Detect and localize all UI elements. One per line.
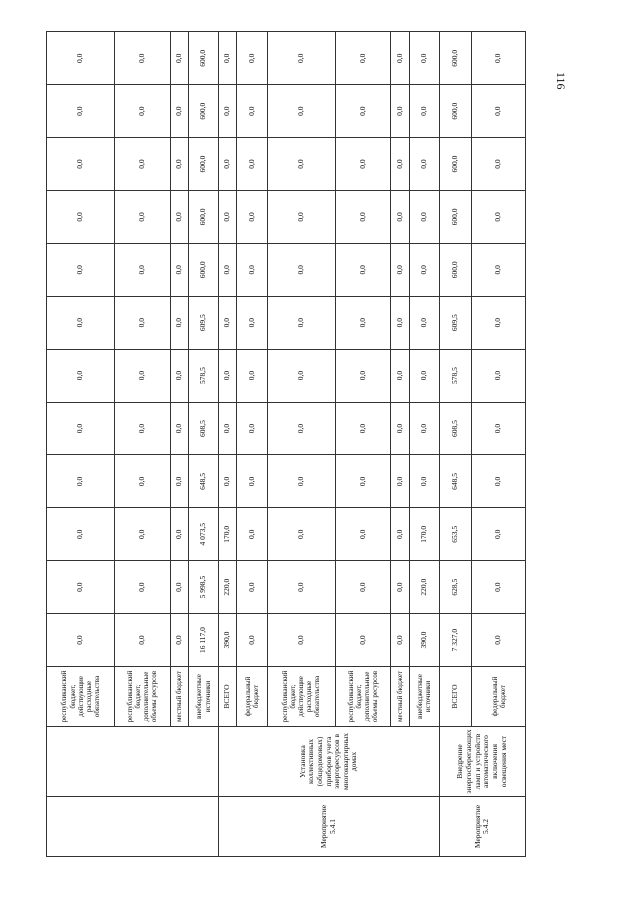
value-cell: 0,0: [472, 85, 526, 138]
value-cell: 600,0: [439, 85, 472, 138]
value-cell: 0,0: [391, 561, 409, 614]
value-cell: 0,0: [237, 402, 267, 455]
value-cell: 0,0: [267, 508, 335, 561]
value-cell: 0,0: [170, 296, 188, 349]
table-row: [219, 32, 237, 857]
value-cell: 0,0: [170, 508, 188, 561]
budget-table: [46, 31, 526, 857]
value-cell: 0,0: [219, 32, 237, 85]
table-row: [439, 32, 472, 857]
value-cell: 0,0: [335, 243, 390, 296]
funding-source-cell: внебюджетные источники: [409, 667, 439, 727]
value-cell: 0,0: [115, 190, 170, 243]
value-cell: 0,0: [335, 455, 390, 508]
value-cell: 648,5: [188, 455, 218, 508]
value-cell: 0,0: [47, 614, 115, 667]
value-cell: 0,0: [391, 349, 409, 402]
value-cell: 0,0: [267, 296, 335, 349]
value-cell: 0,0: [409, 190, 439, 243]
value-cell: 4 073,5: [188, 508, 218, 561]
value-cell: 0,0: [219, 243, 237, 296]
value-cell: 0,0: [335, 349, 390, 402]
value-cell: 600,0: [439, 32, 472, 85]
value-cell: 0,0: [170, 561, 188, 614]
value-cell: 0,0: [267, 455, 335, 508]
value-cell: 0,0: [115, 455, 170, 508]
value-cell: 0,0: [472, 32, 526, 85]
table-body: [47, 32, 526, 857]
value-cell: 0,0: [237, 296, 267, 349]
value-cell: 0,0: [472, 614, 526, 667]
value-cell: 0,0: [219, 190, 237, 243]
value-cell: 0,0: [335, 508, 390, 561]
funding-source-cell: республиканский бюджет, дополнительные объемы ресурсов: [115, 667, 170, 727]
value-cell: 170,0: [219, 508, 237, 561]
value-cell: 0,0: [115, 296, 170, 349]
value-cell: 5 998,5: [188, 561, 218, 614]
value-cell: 608,5: [439, 402, 472, 455]
value-cell: 609,5: [439, 296, 472, 349]
value-cell: 0,0: [170, 32, 188, 85]
value-cell: 390,0: [219, 614, 237, 667]
funding-source-cell: ВСЕГО: [439, 667, 472, 727]
value-cell: 0,0: [335, 138, 390, 191]
value-cell: 600,0: [188, 138, 218, 191]
value-cell: 653,5: [439, 508, 472, 561]
value-cell: 0,0: [47, 243, 115, 296]
value-cell: 0,0: [237, 614, 267, 667]
value-cell: 0,0: [237, 85, 267, 138]
value-cell: 0,0: [472, 243, 526, 296]
value-cell: 0,0: [237, 243, 267, 296]
budget-table-rotated: [46, 32, 526, 857]
value-cell: 0,0: [335, 85, 390, 138]
value-cell: 0,0: [267, 402, 335, 455]
value-cell: 0,0: [391, 85, 409, 138]
description-cell: Внедрение энергосберегающих ламп и устройств автоматического включения освещения мест: [439, 727, 525, 797]
value-cell: 0,0: [170, 402, 188, 455]
value-cell: 0,0: [391, 243, 409, 296]
page-number: 116: [554, 72, 568, 90]
value-cell: 0,0: [170, 455, 188, 508]
value-cell: 0,0: [391, 614, 409, 667]
value-cell: 0,0: [237, 190, 267, 243]
value-cell: 220,0: [219, 561, 237, 614]
funding-source-cell: республиканский бюджет, дополнительные объемы ресурсов: [335, 667, 390, 727]
value-cell: 0,0: [115, 349, 170, 402]
value-cell: 0,0: [170, 138, 188, 191]
value-cell: 0,0: [472, 190, 526, 243]
value-cell: 0,0: [115, 402, 170, 455]
value-cell: 0,0: [267, 138, 335, 191]
value-cell: 0,0: [219, 138, 237, 191]
value-cell: 0,0: [267, 561, 335, 614]
value-cell: 0,0: [391, 296, 409, 349]
value-cell: 0,0: [115, 508, 170, 561]
event-cell: Мероприятие 5.4.2: [439, 797, 525, 857]
value-cell: 0,0: [237, 32, 267, 85]
value-cell: 0,0: [47, 190, 115, 243]
funding-source-cell: республиканский бюджет, действующие расходные обязательства: [267, 667, 335, 727]
value-cell: 0,0: [472, 138, 526, 191]
funding-source-cell: ВСЕГО: [219, 667, 237, 727]
value-cell: 0,0: [267, 243, 335, 296]
funding-source-cell: республиканский бюджет, действующие расходные обязательства: [47, 667, 115, 727]
value-cell: 0,0: [267, 614, 335, 667]
value-cell: 170,0: [409, 508, 439, 561]
value-cell: 0,0: [472, 455, 526, 508]
value-cell: 0,0: [409, 296, 439, 349]
value-cell: 0,0: [47, 296, 115, 349]
value-cell: 220,0: [409, 561, 439, 614]
value-cell: 600,0: [439, 190, 472, 243]
value-cell: 0,0: [409, 138, 439, 191]
value-cell: 0,0: [472, 508, 526, 561]
value-cell: 0,0: [47, 85, 115, 138]
value-cell: 16 117,0: [188, 614, 218, 667]
value-cell: 0,0: [267, 349, 335, 402]
value-cell: 0,0: [237, 508, 267, 561]
funding-source-cell: федеральный бюджет: [472, 667, 526, 727]
value-cell: 7 327,0: [439, 614, 472, 667]
description-cell: Установка коллективных (общедомовых) приборов учета энергоресурсов в многоквартирных домах: [219, 727, 440, 797]
value-cell: 0,0: [115, 614, 170, 667]
value-cell: 0,0: [335, 296, 390, 349]
value-cell: 0,0: [391, 508, 409, 561]
value-cell: 608,5: [188, 402, 218, 455]
value-cell: 0,0: [335, 614, 390, 667]
value-cell: 600,0: [439, 138, 472, 191]
value-cell: 0,0: [170, 190, 188, 243]
value-cell: 600,0: [188, 32, 218, 85]
funding-source-cell: местный бюджет: [170, 667, 188, 727]
value-cell: 0,0: [115, 561, 170, 614]
value-cell: 0,0: [335, 32, 390, 85]
value-cell: 0,0: [409, 85, 439, 138]
value-cell: 0,0: [391, 138, 409, 191]
description-cell: [47, 727, 219, 797]
value-cell: 0,0: [267, 32, 335, 85]
value-cell: 0,0: [219, 402, 237, 455]
value-cell: 0,0: [47, 32, 115, 85]
table-row: [47, 32, 115, 857]
value-cell: 0,0: [335, 190, 390, 243]
funding-source-cell: местный бюджет: [391, 667, 409, 727]
event-cell: [47, 797, 219, 857]
value-cell: 0,0: [115, 32, 170, 85]
value-cell: 0,0: [47, 138, 115, 191]
value-cell: 628,5: [439, 561, 472, 614]
value-cell: 600,0: [188, 85, 218, 138]
value-cell: 0,0: [267, 190, 335, 243]
value-cell: 578,5: [188, 349, 218, 402]
value-cell: 0,0: [335, 561, 390, 614]
value-cell: 0,0: [47, 349, 115, 402]
value-cell: 600,0: [439, 243, 472, 296]
value-cell: 0,0: [409, 402, 439, 455]
value-cell: 0,0: [47, 561, 115, 614]
value-cell: 0,0: [219, 296, 237, 349]
value-cell: 0,0: [219, 85, 237, 138]
value-cell: 0,0: [219, 349, 237, 402]
value-cell: 0,0: [47, 455, 115, 508]
value-cell: 0,0: [391, 402, 409, 455]
event-cell: Мероприятие 5.4.1: [219, 797, 440, 857]
value-cell: 0,0: [219, 455, 237, 508]
value-cell: 0,0: [472, 296, 526, 349]
value-cell: 0,0: [391, 455, 409, 508]
value-cell: 0,0: [391, 32, 409, 85]
value-cell: 0,0: [472, 349, 526, 402]
value-cell: 0,0: [472, 561, 526, 614]
value-cell: 0,0: [267, 85, 335, 138]
value-cell: 0,0: [237, 561, 267, 614]
value-cell: 0,0: [170, 349, 188, 402]
funding-source-cell: внебюджетные источники: [188, 667, 218, 727]
value-cell: 600,0: [188, 243, 218, 296]
value-cell: 0,0: [115, 243, 170, 296]
value-cell: 0,0: [47, 508, 115, 561]
value-cell: 0,0: [391, 190, 409, 243]
value-cell: 0,0: [170, 614, 188, 667]
value-cell: 0,0: [472, 402, 526, 455]
value-cell: 0,0: [409, 32, 439, 85]
value-cell: 0,0: [409, 243, 439, 296]
value-cell: 0,0: [170, 243, 188, 296]
value-cell: 0,0: [237, 138, 267, 191]
value-cell: 609,5: [188, 296, 218, 349]
value-cell: 0,0: [409, 455, 439, 508]
value-cell: 0,0: [409, 349, 439, 402]
value-cell: 600,0: [188, 190, 218, 243]
value-cell: 0,0: [335, 402, 390, 455]
funding-source-cell: федеральный бюджет: [237, 667, 267, 727]
value-cell: 0,0: [237, 349, 267, 402]
value-cell: 0,0: [47, 402, 115, 455]
value-cell: 648,5: [439, 455, 472, 508]
value-cell: 0,0: [115, 85, 170, 138]
value-cell: 0,0: [237, 455, 267, 508]
value-cell: 390,0: [409, 614, 439, 667]
value-cell: 0,0: [115, 138, 170, 191]
value-cell: 0,0: [170, 85, 188, 138]
value-cell: 578,5: [439, 349, 472, 402]
